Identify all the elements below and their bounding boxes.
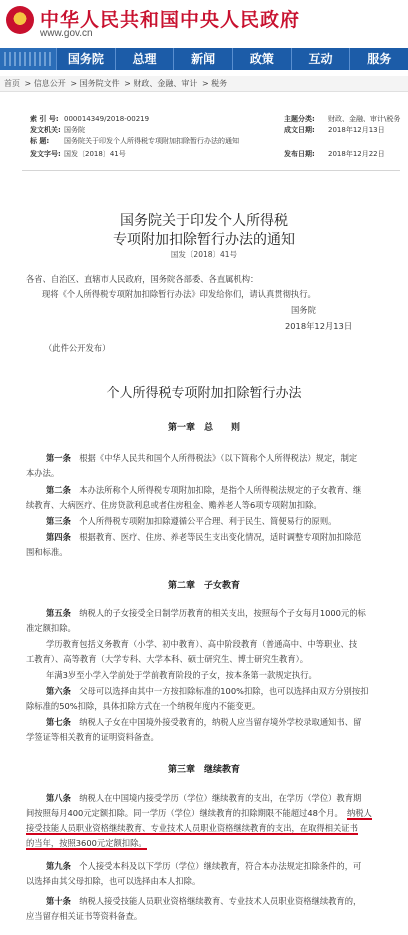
breadcrumb-info[interactable]: > 信息公开 — [24, 79, 66, 88]
highlight-underline: 纳税人 — [346, 808, 372, 818]
article-7-cont: 学签证等相关教育的证明资料备查。 — [26, 732, 159, 742]
breadcrumb-finance[interactable]: > 财政、金融、审计 — [124, 79, 198, 88]
notice-body: 现将《个人所得税专项附加扣除暂行办法》印发给你们，请认真贯彻执行。 — [42, 289, 316, 299]
breadcrumb — [0, 76, 408, 92]
site-url: www.gov.cn — [40, 28, 93, 39]
chapter-1-heading: 第一章 总 则 — [167, 423, 240, 433]
meta-issuer: 发文机关: 国务院 — [30, 126, 85, 134]
meta-topic: 主题分类: 财政、金融、审计\税务 — [284, 115, 401, 123]
article-9: 第九条 个人接受本科及以下学历（学位）继续教育，符合本办法规定扣除条件的，可 — [46, 861, 362, 871]
chapter-3-heading: 第三章 继续教育 — [167, 765, 240, 775]
site-title[interactable]: 中华人民共和国中央人民政府 — [40, 9, 301, 31]
nav-item-state-council[interactable]: 国务院 — [56, 48, 115, 70]
meta-date: 成文日期: 2018年12月13日 — [284, 126, 385, 134]
article-2-cont: 续教育、大病医疗、住房贷款利息或者住房租金、赡养老人等6项专项附加扣除。 — [26, 500, 322, 510]
nav-decoration — [0, 48, 56, 70]
article-4: 第四条 根据教育、医疗、住房、养老等民生支出变化情况，适时调整专项附加扣除范 — [46, 532, 362, 542]
nav-item-services[interactable]: 服务 — [349, 48, 408, 70]
meta-pub-date: 发布日期: 2018年12月22日 — [284, 150, 385, 158]
article-8-highlight-line1: 接受技能人员职业资格继续教育、专业技术人员职业资格继续教育的支出，在取得相关证书 — [26, 823, 358, 833]
article-5-cont: 准定额扣除。 — [26, 623, 76, 633]
nav-item-premier[interactable]: 总理 — [115, 48, 174, 70]
article-10-cont: 应当留存相关证书等资料备查。 — [26, 911, 143, 921]
site-header — [0, 0, 408, 44]
article-6: 第六条 父母可以选择由其中一方按扣除标准的100%扣除，也可以选择由双方分别按扣 — [46, 686, 369, 696]
article-3: 第三条 个人所得税专项附加扣除遵循公平合理、利于民生、简便易行的原则。 — [46, 516, 337, 526]
notice-signer: 国务院 — [291, 305, 316, 315]
main-nav — [0, 48, 408, 70]
article-1-cont: 本办法。 — [26, 468, 60, 478]
notice-public-note: （此件公开发布） — [44, 343, 111, 353]
chapter-2-heading: 第二章 子女教育 — [167, 581, 240, 591]
nav-item-news[interactable]: 新闻 — [173, 48, 232, 70]
measures-title: 个人所得税专项附加扣除暂行办法 — [106, 386, 302, 401]
article-4-cont: 围和标准。 — [26, 547, 68, 557]
nav-item-policy[interactable]: 政策 — [232, 48, 291, 70]
meta-title: 标 题: 国务院关于印发个人所得税专项附加扣除暂行办法的通知 — [30, 137, 239, 145]
breadcrumb-docs[interactable]: > 国务院文件 — [70, 79, 120, 88]
notice-recipients: 各省、自治区、直辖市人民政府，国务院各部委、各直属机构： — [26, 274, 259, 284]
article-5-para2: 学历教育包括义务教育（小学、初中教育）、高中阶段教育（普通高中、中等职业、技 — [46, 639, 358, 649]
article-8-cont: 间按照每月400元定额扣除。同一学历（学位）继续教育的扣除期限不能超过48个月。 纳税人 — [26, 808, 372, 818]
notice-sign-date: 2018年12月13日 — [285, 321, 353, 331]
document-meta — [30, 111, 401, 167]
article-2: 第二条 本办法所称个人所得税专项附加扣除，是指个人所得税法规定的子女教育、继 — [46, 485, 362, 495]
article-5-para3: 年满3岁至小学入学前处于学前教育阶段的子女，按本条第一款规定执行。 — [46, 670, 317, 680]
article-5-para2-cont: 工教育）、高等教育（大学专科、大学本科、硕士研究生、博士研究生教育）。 — [26, 654, 309, 664]
breadcrumb-tax[interactable]: > 税务 — [201, 79, 228, 88]
meta-index: 索 引 号: 000014349/2018-00219 — [30, 115, 150, 123]
breadcrumb-home[interactable]: 首页 — [4, 79, 20, 88]
article-8-highlight-line2: 的当年，按照3600元定额扣除。 — [26, 838, 147, 848]
notice-number: 国发〔2018〕41号 — [170, 250, 238, 259]
article-10: 第十条 纳税人接受技能人员职业资格继续教育、专业技术人员职业资格继续教育的， — [46, 896, 362, 906]
notice-title-line1: 国务院关于印发个人所得税 — [120, 213, 288, 229]
article-9-cont: 以选择由其父母扣除，也可以选择由本人扣除。 — [26, 876, 201, 886]
notice-title-line2: 专项附加扣除暂行办法的通知 — [113, 232, 295, 248]
article-7: 第七条 纳税人子女在中国境外接受教育的，纳税人应当留存境外学校录取通知书、留 — [46, 717, 362, 727]
article-8: 第八条 纳税人在中国境内接受学历（学位）继续教育的支出，在学历（学位）教育期 — [46, 793, 362, 803]
article-5: 第五条 纳税人的子女接受全日制学历教育的相关支出，按照每个子女每月1000元的标 — [46, 608, 366, 618]
article-1: 第一条 根据《中华人民共和国个人所得税法》（以下简称个人所得税法）规定，制定 — [46, 453, 358, 463]
article-6-cont: 除标准的50%扣除，具体扣除方式在一个纳税年度内不能变更。 — [26, 701, 261, 711]
meta-divider — [22, 170, 400, 171]
national-emblem-icon[interactable] — [6, 6, 34, 34]
meta-doc-number: 发文字号: 国发〔2018〕41号 — [30, 150, 126, 158]
nav-item-interaction[interactable]: 互动 — [291, 48, 350, 70]
